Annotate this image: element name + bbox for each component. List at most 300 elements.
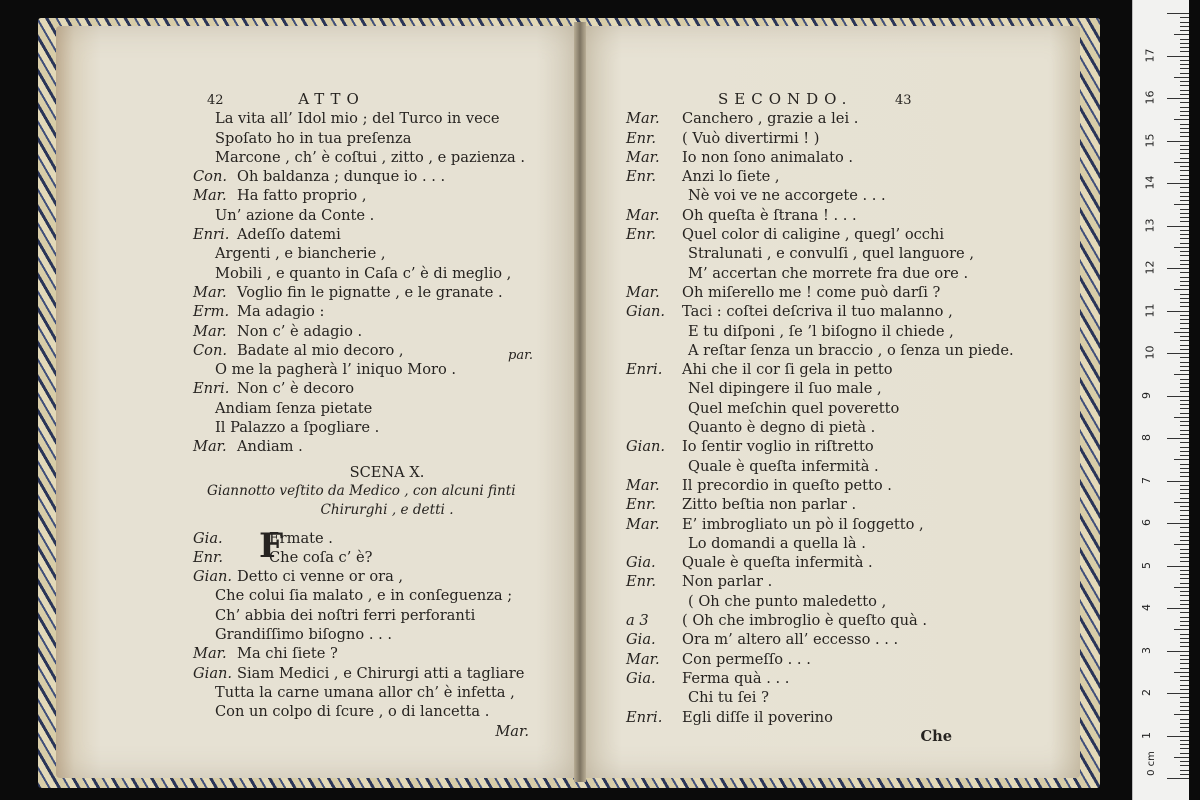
left-page-text <box>193 90 567 741</box>
speaker-label: Mar. <box>193 438 227 456</box>
verse-text: Quale è queſta infermità . <box>682 554 873 572</box>
verse-line <box>207 244 567 263</box>
verse-line <box>626 206 976 225</box>
ruler-tick <box>1174 204 1189 205</box>
ruler-tick <box>1167 438 1189 439</box>
ruler-tick <box>1180 740 1189 741</box>
verse-text: ( Vuò divertirmi ! ) <box>682 129 820 147</box>
verse-line <box>207 625 567 644</box>
ruler-tick <box>1180 153 1189 154</box>
speaker-label: Erm. <box>193 303 230 321</box>
speaker-label: Mar. <box>193 322 227 340</box>
ruler-tick <box>1180 124 1189 125</box>
ruler-tick <box>1180 132 1189 133</box>
verse-line <box>193 283 567 302</box>
verse-line <box>626 341 1014 360</box>
ruler-tick <box>1180 744 1189 745</box>
verse-line <box>626 148 976 167</box>
ruler-tick <box>1180 408 1189 409</box>
speaker-label: Mar. <box>626 283 660 301</box>
speaker-label: Enri. <box>193 226 230 244</box>
ruler-tick <box>1180 302 1189 303</box>
verse-text: Stralunati , e convulſi , quel languore , <box>688 245 974 263</box>
ruler-tick <box>1174 289 1189 290</box>
ruler-tick <box>1180 128 1189 129</box>
ruler-tick <box>1174 544 1189 545</box>
speaker-label: Mar. <box>626 650 660 668</box>
ruler-tick <box>1180 81 1189 82</box>
verse-line <box>626 167 976 186</box>
ruler-tick <box>1167 396 1189 397</box>
ruler-label: 16 <box>1143 90 1157 105</box>
verse-line <box>626 322 976 341</box>
verse-text: Grandiſſimo biſogno . . . <box>215 626 393 644</box>
ruler-tick <box>1180 659 1189 660</box>
verse-text: Marcone , ch’ è coſtui , zitto , e pazienza . <box>215 148 526 166</box>
ruler-tick <box>1167 56 1189 57</box>
speaker-label: Gian. <box>193 568 233 586</box>
ruler-tick <box>1174 247 1189 248</box>
ruler-label: 5 <box>1140 561 1153 569</box>
ruler-tick <box>1180 689 1189 690</box>
ruler-tick <box>1180 217 1189 218</box>
verse-line <box>626 379 976 398</box>
speaker-label: Con. <box>193 168 227 186</box>
verse-line <box>207 586 567 605</box>
ruler-tick <box>1180 90 1189 91</box>
verse-text: Un’ azione da Conte . <box>215 206 375 224</box>
verse-text: Ferma quà . . . <box>682 669 790 687</box>
ruler-tick <box>1180 727 1189 728</box>
speaker-label: Enri. <box>626 708 663 726</box>
ruler-tick <box>1180 570 1189 571</box>
verse-line <box>626 457 976 476</box>
verse-line <box>193 644 567 663</box>
verse-text: Quel meſchin quel poveretto <box>688 399 900 417</box>
ruler-tick <box>1180 591 1189 592</box>
verse-text: O me la pagherà l’ iniquo Moro . <box>215 361 457 379</box>
verse-text: Che coſa c’ è? <box>269 548 373 566</box>
ruler-tick <box>1180 765 1189 766</box>
ruler-tick <box>1180 149 1189 150</box>
verse-text: Ma adagio : <box>237 303 325 321</box>
ruler-tick <box>1174 34 1189 35</box>
ruler-tick <box>1180 277 1189 278</box>
verse-text: Canchero , grazie a lei . <box>682 110 859 128</box>
ruler-tick <box>1180 213 1189 214</box>
ruler-tick <box>1180 179 1189 180</box>
ruler-tick <box>1180 557 1189 558</box>
ruler-label: 4 <box>1140 604 1153 611</box>
ruler-tick <box>1180 39 1189 40</box>
ruler-tick <box>1180 625 1189 626</box>
ruler-tick <box>1180 574 1189 575</box>
ruler-tick <box>1180 519 1189 520</box>
speaker-label: Mar. <box>193 187 227 205</box>
verse-text: A reſtar ſenza un braccio , o ſenza un piede. <box>688 341 1014 359</box>
ruler-tick <box>1167 693 1189 694</box>
ruler-tick <box>1180 166 1189 167</box>
ruler-tick <box>1174 459 1189 460</box>
ruler-tick <box>1180 328 1189 329</box>
right-page-text <box>626 90 1014 746</box>
ruler-tick <box>1180 94 1189 95</box>
ruler-tick <box>1180 578 1189 579</box>
ruler-tick <box>1174 162 1189 163</box>
speaker-label: Enr. <box>626 226 657 244</box>
verse-text: E tu diſponi , ſe ’l biſogno il chiede , <box>688 322 954 340</box>
speaker-label: Enr. <box>626 129 657 147</box>
ruler-tick <box>1180 493 1189 494</box>
verse-text: E’ imbrogliato un pò il ſoggetto , <box>682 515 924 533</box>
ruler-tick <box>1180 379 1189 380</box>
ruler-tick <box>1180 26 1189 27</box>
verse-text: Oh miſerello me ! come può darſi ? <box>682 283 941 301</box>
book-gutter <box>574 22 586 782</box>
ruler-label: 10 <box>1143 345 1157 360</box>
ruler-tick <box>1180 447 1189 448</box>
verse-text: Ahi che il cor ſi gela in petto <box>682 361 893 379</box>
ruler-tick <box>1167 566 1189 567</box>
ruler-tick <box>1167 226 1189 227</box>
ruler-tick <box>1180 617 1189 618</box>
ruler-tick <box>1180 323 1189 324</box>
ruler-tick <box>1174 332 1189 333</box>
verse-text: Andiam . <box>237 438 303 456</box>
ruler-tick <box>1180 175 1189 176</box>
verse-line <box>193 437 567 456</box>
ruler-tick <box>1174 502 1189 503</box>
verse-text: Argenti , e biancherie , <box>215 245 386 263</box>
ruler-tick <box>1167 778 1189 779</box>
ruler-tick <box>1180 234 1189 235</box>
ruler-tick <box>1180 51 1189 52</box>
verse-text: Chi tu ſei ? <box>688 689 769 707</box>
verse-line <box>207 702 567 721</box>
ruler-tick <box>1180 111 1189 112</box>
right-running-head <box>626 90 976 109</box>
verse-text: M’ accertan che morrete fra due ore . <box>688 264 969 282</box>
ruler-tick <box>1180 621 1189 622</box>
ruler-tick <box>1180 336 1189 337</box>
ruler-tick <box>1180 719 1189 720</box>
speaker-label: Con. <box>193 341 227 359</box>
ruler-tick <box>1180 540 1189 541</box>
verse-line <box>626 129 976 148</box>
ruler-tick <box>1180 383 1189 384</box>
ruler-tick <box>1180 549 1189 550</box>
verse-line <box>626 244 976 263</box>
ruler-label: 17 <box>1143 48 1157 62</box>
speaker-label: Enr. <box>626 496 657 514</box>
verse-line <box>626 225 976 244</box>
speaker-label: Gian. <box>193 664 233 682</box>
ruler-tick <box>1180 221 1189 222</box>
ruler-tick <box>1167 651 1189 652</box>
ruler-tick <box>1180 770 1189 771</box>
verse-text: La vita all’ Idol mio ; del Turco in vece <box>215 110 500 128</box>
speaker-label: Gia. <box>626 669 656 687</box>
scene-x-block <box>193 525 567 722</box>
ruler-tick <box>1180 145 1189 146</box>
ruler-tick <box>1180 421 1189 422</box>
ruler-tick <box>1180 136 1189 137</box>
ruler-tick <box>1180 319 1189 320</box>
ruler-tick <box>1180 634 1189 635</box>
ruler-tick <box>1180 192 1189 193</box>
verse-line <box>626 186 976 205</box>
verse-line <box>626 495 976 514</box>
verse-text: Che colui ſia malato , e in conſeguenza ; <box>215 587 513 605</box>
ruler-tick <box>1180 663 1189 664</box>
ruler-tick <box>1180 646 1189 647</box>
ruler-tick <box>1180 68 1189 69</box>
ruler-tick <box>1180 306 1189 307</box>
ruler-tick <box>1180 264 1189 265</box>
ruler-tick <box>1180 315 1189 316</box>
ruler-label: 8 <box>1140 434 1153 441</box>
verse-text: Spoſato ho in tua preſenza <box>215 129 412 147</box>
ruler-tick <box>1174 587 1189 588</box>
ruler-tick <box>1180 285 1189 286</box>
left-header: ATTO <box>298 90 365 108</box>
verse-text: Andiam ſenza pietate <box>215 399 373 417</box>
ruler-tick <box>1180 600 1189 601</box>
verse-text: Badate al mio decoro , <box>237 341 404 359</box>
verse-line <box>193 167 567 186</box>
ruler-tick <box>1180 370 1189 371</box>
verse-line <box>207 129 567 148</box>
ruler-label: 15 <box>1143 133 1157 147</box>
ruler-tick <box>1180 251 1189 252</box>
ruler-tick <box>1167 268 1189 269</box>
verse-text: Non parlar . <box>682 573 773 591</box>
ruler-tick <box>1180 281 1189 282</box>
ruler-tick <box>1167 736 1189 737</box>
right-header: SECONDO. <box>718 90 853 108</box>
ruler-tick <box>1180 697 1189 698</box>
verse-line <box>207 683 567 702</box>
ruler-tick <box>1180 260 1189 261</box>
speaker-label: Enr. <box>626 168 657 186</box>
verse-line <box>626 688 976 707</box>
ruler-tick <box>1180 294 1189 295</box>
ruler-tick <box>1167 141 1189 142</box>
verse-text: Con un colpo di ſcure , o di lancetta . <box>215 703 490 721</box>
scene-title: SCENA X. <box>349 463 425 481</box>
ruler-tick <box>1180 196 1189 197</box>
ruler-tick <box>1180 676 1189 677</box>
speaker-label: Mar. <box>193 645 227 663</box>
verse-text: Ha fatto proprio , <box>237 187 367 205</box>
speaker-label: Gia. <box>193 529 223 547</box>
ruler-tick <box>1180 187 1189 188</box>
verse-text: Io non ſono animalato . <box>682 148 854 166</box>
ruler-tick <box>1180 527 1189 528</box>
verse-text: Non c’ è adagio . <box>237 322 363 340</box>
ruler-unit: 0 cm <box>1145 751 1157 776</box>
ruler-tick <box>1180 209 1189 210</box>
ruler-tick <box>1180 345 1189 346</box>
left-running-head <box>207 90 567 109</box>
stage-direction-1: Giannotto veſtito da Medico , con alcuni finti <box>207 482 516 499</box>
verse-text: Egli diſſe il poverino <box>682 708 833 726</box>
ruler-label: 14 <box>1143 175 1157 190</box>
verse-line <box>626 515 976 534</box>
ruler-tick <box>1180 506 1189 507</box>
right-verse-block <box>626 109 1014 727</box>
ruler-tick <box>1180 604 1189 605</box>
verse-text: ( Oh che punto maledetto , <box>688 592 887 610</box>
ruler-tick <box>1180 476 1189 477</box>
verse-line <box>626 572 976 591</box>
verse-text: ( Oh che imbroglio è queſto quà . <box>682 612 927 630</box>
measuring-ruler <box>1132 0 1189 800</box>
verse-text: Quanto è degno di pietà . <box>688 419 876 437</box>
verse-text: Ma chi ſiete ? <box>237 645 338 663</box>
speaker-label: Gia. <box>626 554 656 572</box>
verse-text: Io ſentir voglio in riſtretto <box>682 438 874 456</box>
ruler-tick <box>1180 455 1189 456</box>
speaker-label: Mar. <box>626 148 660 166</box>
verse-line <box>207 264 567 283</box>
ruler-tick <box>1180 238 1189 239</box>
ruler-tick <box>1180 680 1189 681</box>
verse-line <box>626 592 976 611</box>
ruler-tick <box>1180 710 1189 711</box>
verse-text: Quel color di caligine , quegl’ occhi <box>682 226 945 244</box>
speaker-label: Gian. <box>626 303 666 321</box>
verse-text: Ora m’ altero all’ eccesso . . . <box>682 631 899 649</box>
ruler-tick <box>1180 170 1189 171</box>
verse-text: Lo domandi a quella là . <box>688 534 866 552</box>
ruler-tick <box>1180 685 1189 686</box>
verse-line <box>193 186 567 205</box>
ruler-tick <box>1180 536 1189 537</box>
ruler-tick <box>1180 340 1189 341</box>
left-verse-block <box>193 109 567 456</box>
ruler-tick <box>1180 158 1189 159</box>
aside-note: par. <box>508 348 533 363</box>
ruler-tick <box>1180 64 1189 65</box>
ruler-tick <box>1180 243 1189 244</box>
verse-line <box>207 606 567 625</box>
ruler-tick <box>1180 451 1189 452</box>
ruler-tick <box>1180 485 1189 486</box>
verse-line <box>207 148 567 167</box>
ruler-label: 11 <box>1143 303 1157 317</box>
speaker-label: Mar. <box>626 206 660 224</box>
verse-text: Ermate . <box>269 529 333 547</box>
speaker-label: Enr. <box>626 573 657 591</box>
ruler-tick <box>1180 731 1189 732</box>
speaker-label: Gian. <box>626 438 666 456</box>
ruler-tick <box>1180 413 1189 414</box>
ruler-tick <box>1180 510 1189 511</box>
left-catchword: Mar. <box>495 722 529 740</box>
ruler-tick <box>1180 400 1189 401</box>
verse-text: Oh queſta è ſtrana ! . . . <box>682 206 857 224</box>
ruler-tick <box>1180 668 1189 669</box>
ruler-tick <box>1180 442 1189 443</box>
ruler-tick <box>1180 468 1189 469</box>
stage-direction-2: Chirurghi , e detti . <box>320 502 454 519</box>
ruler-tick <box>1180 362 1189 363</box>
drop-cap: F <box>259 525 284 566</box>
ruler-tick <box>1180 430 1189 431</box>
verse-line <box>626 553 976 572</box>
ruler-tick <box>1180 22 1189 23</box>
ruler-label: 9 <box>1140 391 1153 399</box>
ruler-tick <box>1174 757 1189 758</box>
ruler-tick <box>1180 43 1189 44</box>
ruler-tick <box>1180 357 1189 358</box>
verse-text: Con permeſſo . . . <box>682 650 811 668</box>
ruler-tick <box>1174 374 1189 375</box>
ruler-tick <box>1180 366 1189 367</box>
ruler-tick <box>1180 17 1189 18</box>
ruler-tick <box>1174 714 1189 715</box>
verse-line <box>207 109 567 128</box>
verse-line <box>626 476 976 495</box>
ruler-tick <box>1180 115 1189 116</box>
ruler-tick <box>1180 595 1189 596</box>
ruler-tick <box>1180 102 1189 103</box>
ruler-tick <box>1180 272 1189 273</box>
ruler-tick <box>1180 60 1189 61</box>
verse-text: Non c’ è decoro <box>237 380 355 398</box>
ruler-tick <box>1180 230 1189 231</box>
verse-text: Mobili , e quanto in Caſa c’ è di meglio , <box>215 264 512 282</box>
ruler-tick <box>1180 255 1189 256</box>
verse-line <box>207 418 567 437</box>
ruler-tick <box>1180 515 1189 516</box>
verse-text: Nel dipingere il ſuo male , <box>688 380 882 398</box>
ruler-tick <box>1167 311 1189 312</box>
verse-text: Adeſſo datemi <box>237 226 341 244</box>
verse-line <box>626 418 976 437</box>
ruler-tick <box>1180 655 1189 656</box>
verse-line <box>626 611 976 630</box>
ruler-tick <box>1174 119 1189 120</box>
verse-line <box>193 664 567 683</box>
verse-line <box>207 399 567 418</box>
verse-line <box>626 534 976 553</box>
ruler-tick <box>1167 98 1189 99</box>
left-page-number: 42 <box>207 93 224 108</box>
ruler-label: 12 <box>1143 260 1157 275</box>
right-page-number: 43 <box>894 93 912 108</box>
ruler-tick <box>1180 642 1189 643</box>
ruler-tick <box>1180 472 1189 473</box>
ruler-label: 1 <box>1140 731 1153 739</box>
verse-line <box>193 379 567 398</box>
ruler-tick <box>1180 85 1189 86</box>
speaker-label: Mar. <box>626 476 660 494</box>
ruler-tick <box>1167 183 1189 184</box>
speaker-label: Enri. <box>193 380 230 398</box>
verse-line <box>193 322 567 341</box>
ruler-tick <box>1180 561 1189 562</box>
verse-line <box>626 360 976 379</box>
verse-line <box>626 669 976 688</box>
ruler-tick <box>1180 583 1189 584</box>
ruler-label: 6 <box>1140 519 1153 526</box>
speaker-label: Gia. <box>626 631 656 649</box>
ruler-tick <box>1180 723 1189 724</box>
ruler-tick <box>1180 748 1189 749</box>
ruler-tick <box>1180 638 1189 639</box>
